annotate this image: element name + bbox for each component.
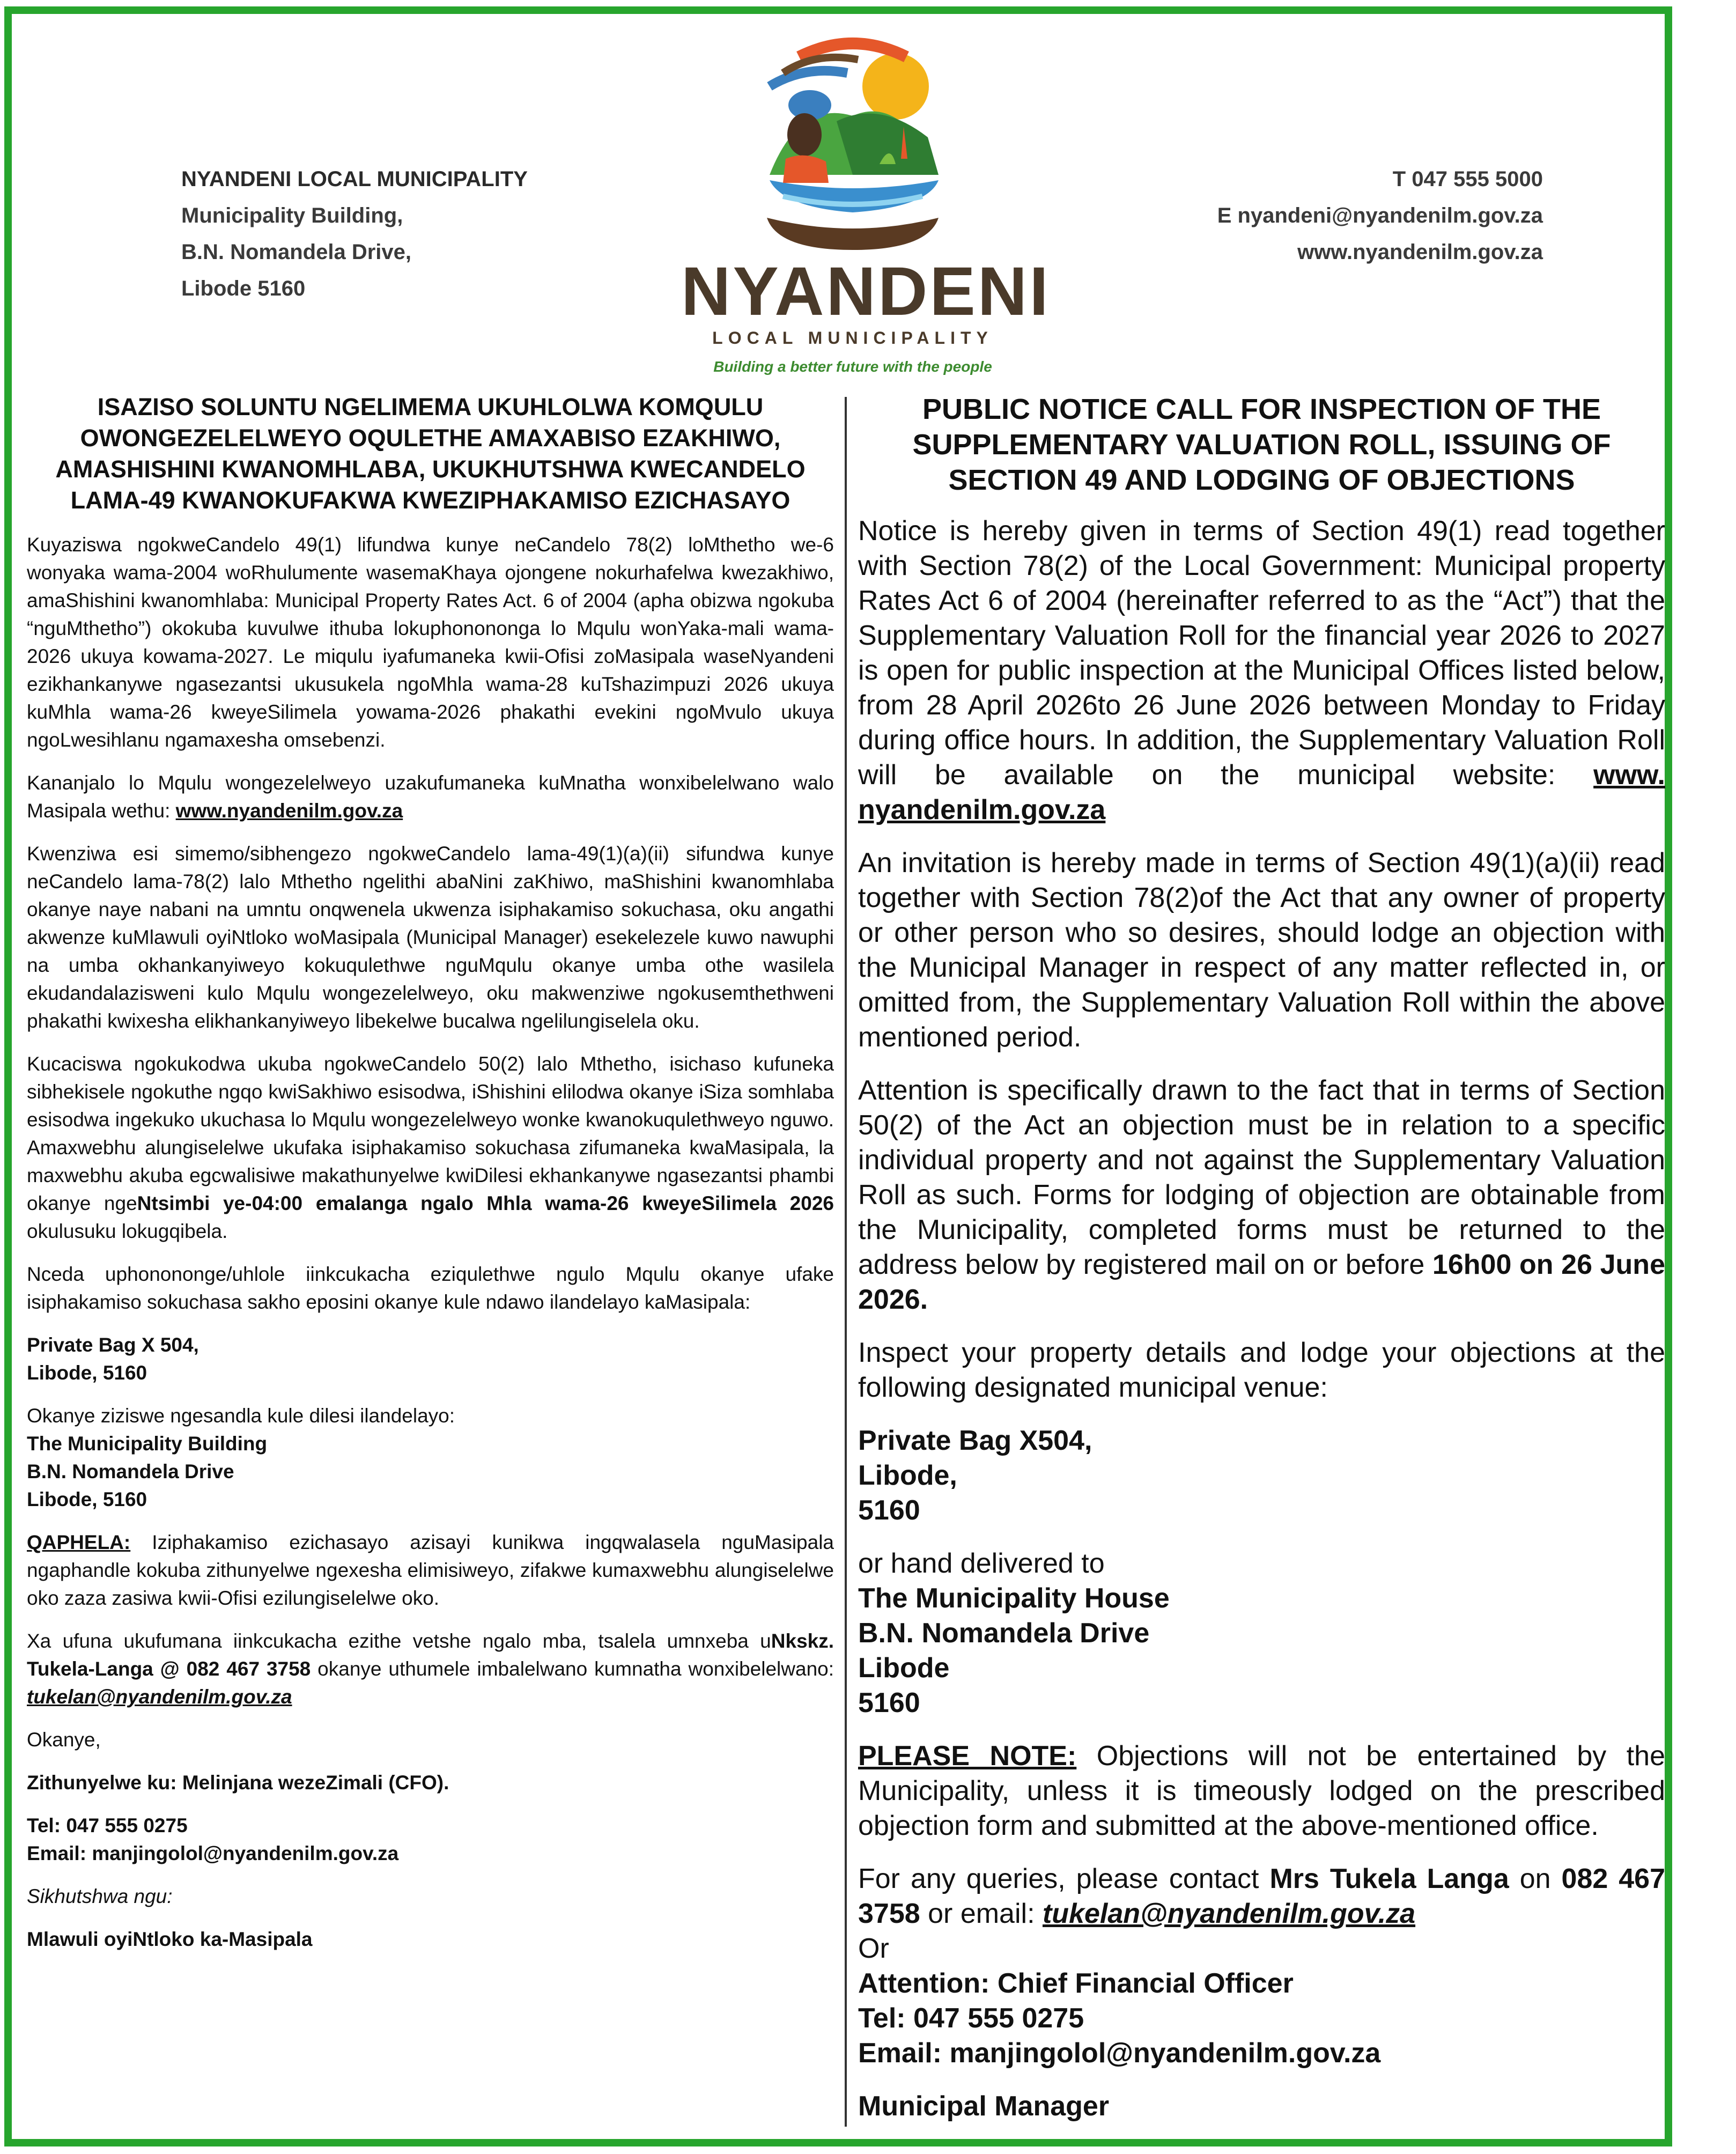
xhosa-deadline-end: okulusuku lokugqibela.: [27, 1220, 228, 1242]
xhosa-query-text: Xa ufuna ukufumana iinkcukacha ezithe vetshe ngalo mba, tsalela umnxeba u: [27, 1630, 771, 1652]
xhosa-hand-line-3: Libode, 5160: [27, 1488, 147, 1510]
xhosa-hand-line-2: B.N. Nomandela Drive: [27, 1460, 234, 1482]
xhosa-note-label: QAPHELA:: [27, 1531, 131, 1553]
english-note-label: PLEASE NOTE:: [858, 1740, 1077, 1772]
english-website-link[interactable]: www. nyandenilm.gov.za: [858, 759, 1665, 825]
english-tel: Tel: 047 555 0275: [858, 2003, 1084, 2034]
english-paragraph-2: An invitation is hereby made in terms of Section 49(1)(a)(ii) read together with Section 78(2)of the Act that any owner of property or other person who so desires, should lodge an objection with the Municipal Manager in respect of any matter reflected in, or omitted from, the Supplementary Valuation Roll within the above mentioned period.: [858, 847, 1665, 1053]
logo-name: NYANDENI: [681, 253, 1051, 330]
website: www.nyandenilm.gov.za: [1297, 240, 1543, 264]
english-notice-column: [858, 392, 1665, 2142]
xhosa-paragraph-3: Kwenziwa esi simemo/sibhengezo ngokweCandelo lama-49(1)(a)(ii) sifundwa kunye neCandelo lama-78(2) lalo Mthetho ngelithi abaNini zaKhiwo, maShishini kwanomhlaba okanye naye nabani na umntu onqwenela ukwenza isiphakamiso sokuchasa, oku angathi akwenze kuMlawuli oyiNtloko woMasipala (Municipal Manager) esekelezele kuwo nawuphi na umba okhankanyiweyo kokuqulethwe nguMqulu okanye umba othe wasilela ekudandalazisweni kulo Mqulu wongezelelweyo, oku makwenziwe ngokusemthethweni phakathi kwixesha elikhankanyiweyo libekelwe bucalwa ngelilungiselela oku.: [27, 843, 834, 1032]
logo-tagline: Building a better future with the people: [713, 358, 992, 375]
xhosa-paragraph-1: Kuyaziswa ngokweCandelo 49(1) lifundwa kunye neCandelo 78(2) loMthetho we-6 wonyaka wama-2004 woRhulumente wasemaKhaya ojongene nokurhafelwa kwezakhiwo, amaShishini kwanomhlaba: Municipal Property Rates Act. 6 of 2004 (apha obizwa ngokuba “nguMthetho”) okokuba kuvulwe ithuba lokuphononongа lo Mqulu wonYaka-mali wama-2026 ukuya kowama-2027. Le miqulu iyafumaneka kwii-Ofisi zoMasipala waseNyandeni ezikhankanywe ngasezantsi ukusukela ngoMhla wama-28 kuTshazimpuzi 2026 ukuya kuMhla wama-26 kweyeSilimela yowama-2026 phakathi evekini ngoMvulo ukuya ngoLwesihlanu ngamaxesha omsebenzi.: [27, 534, 834, 751]
xhosa-issued-by: Sikhutshwa ngu:: [27, 1885, 173, 1907]
xhosa-query-contact: Nkskz. Tukela-Langa @ 082 467 3758: [27, 1630, 834, 1680]
xhosa-queries: [27, 1627, 834, 1711]
english-query-email[interactable]: tukelan@nyandenilm.gov.za: [1042, 1898, 1416, 1929]
xhosa-website-link[interactable]: www.nyandenilm.gov.za: [175, 800, 403, 822]
column-divider: [845, 397, 847, 2127]
english-queries: [858, 1862, 1665, 1931]
xhosa-query-mid: okanye uthumele imbalelwano kumnatha wonxibelelwano:: [311, 1658, 834, 1680]
xhosa-tel: Tel: 047 555 0275: [27, 1814, 188, 1836]
english-paragraph-1: [858, 514, 1665, 828]
english-hand-line-4: 5160: [858, 1687, 920, 1718]
xhosa-heading: ISAZISO SOLUNTU NGELIMEMA UKUHLOLWA KOMQULU OWONGEZELELWEYO OQULETHE AMAXABISO EZAKHIWO, AMASHISHINI KWANOMHLABA, UKUKHUTSHWA KWECANDELO LAMA-49 KWANOKUFAKWA KWEZIPHAKAMISO EZICHASAYO: [55, 393, 806, 514]
xhosa-note-text: Iziphakamiso ezichasayo azisayi kunikwa ingqwalasela nguMasipala ngaphandle kokuba zithunyelwe ngexesha elimisiweyo, zifakwe kumaxwebhu alungiselelwe oko zaza zasiwa kwii-Ofisi ezilungiselelwe oko.: [27, 1531, 834, 1609]
xhosa-email: Email: manjingolol@nyandenilm.gov.za: [27, 1842, 399, 1864]
english-postal-line-3: 5160: [858, 1495, 920, 1526]
logo-subtitle: LOCAL MUNICIPALITY: [712, 328, 993, 348]
english-p1-text: Notice is hereby given in terms of Section 49(1) read together with Section 78(2) of the Local Government: Municipal property Rates Act 6 of 2004 (hereinafter referred to as the “Act”) that the Supplementary Valuation Roll for the financial year 2026 to 2027 is open for public inspection at the Municipal Offices listed below, from 28 April 2026to 26 June 2026 between Monday to Friday during office hours. In addition, the Supplementary Valuation Roll will be available on the municipal website:: [858, 515, 1665, 791]
xhosa-manager: Mlawuli oyiNtloko ka-Masipala: [27, 1928, 313, 1950]
english-hand-intro: or hand delivered to: [858, 1548, 1105, 1579]
contact-details: [1217, 161, 1543, 270]
address-line-2: B.N. Nomandela Drive,: [181, 240, 412, 264]
xhosa-paragraph-4: [27, 1050, 834, 1245]
english-postal-line-2: Libode,: [858, 1460, 957, 1491]
xhosa-okanye: Okanye,: [27, 1729, 101, 1751]
address-line-3: Libode 5160: [181, 277, 306, 300]
english-attention-line: Attention: Chief Financial Officer: [858, 1968, 1294, 1999]
english-query-name: Mrs Tukela Langa: [1269, 1863, 1509, 1894]
xhosa-hand-intro: Okanye ziziswe ngesandla kule dilesi ilandelayo:: [27, 1405, 455, 1427]
xhosa-postal-line-2: Libode, 5160: [27, 1362, 147, 1384]
english-hand-delivery: [858, 1546, 1665, 1721]
xhosa-paragraph-2: [27, 769, 834, 825]
xhosa-paragraph-5: Nceda uphononongе/uhlole iinkcukacha eziqulethwe ngulo Mqulu okanye ufake isiphakamiso sokuchasa sakho eposini okanye kule ndawo ilandelayo kaMasipala:: [27, 1263, 834, 1313]
xhosa-note: [27, 1529, 834, 1612]
english-query-or-email: or email:: [920, 1898, 1043, 1929]
english-query-on: on: [1509, 1863, 1562, 1894]
english-note-text: Objections will not be entertained by the Municipality, unless it is timeously lodged on the prescribed objection form and submitted at the above-mentioned office.: [858, 1740, 1666, 1841]
english-note: [858, 1739, 1665, 1843]
phone: T 047 555 5000: [1392, 167, 1543, 191]
xhosa-notice-column: [27, 392, 834, 1968]
english-hand-line-3: Libode: [858, 1653, 950, 1684]
address-line-1: Municipality Building,: [181, 204, 403, 227]
municipality-address: [181, 161, 528, 307]
xhosa-hand-line-1: The Municipality Building: [27, 1433, 268, 1455]
english-email: Email: manjingolol@nyandenilm.gov.za: [858, 2038, 1381, 2069]
xhosa-hand-delivery: [27, 1402, 834, 1514]
english-attention: [858, 1966, 1665, 2071]
xhosa-postal-line-1: Private Bag X 504,: [27, 1334, 199, 1356]
english-query-text: For any queries, please contact: [858, 1863, 1270, 1894]
english-paragraph-4: Inspect your property details and lodge your objections at the following designated municipal venue:: [858, 1337, 1665, 1403]
english-manager: Municipal Manager: [858, 2091, 1110, 2122]
english-or: Or: [858, 1933, 889, 1964]
english-postal-address: [858, 1423, 1665, 1528]
xhosa-deadline: Ntsimbi ye-04:00 emalanga ngalo Mhla wama-26 kweyeSilimela 2026: [137, 1192, 834, 1214]
english-query-phone: 082 467 3758: [858, 1863, 1666, 1929]
xhosa-query-email[interactable]: tukelan@nyandenilm.gov.za: [27, 1686, 292, 1708]
english-hand-line-1: The Municipality House: [858, 1583, 1170, 1614]
english-postal-line-1: Private Bag X504,: [858, 1425, 1092, 1456]
english-heading: PUBLIC NOTICE CALL FOR INSPECTION OF THE SUPPLEMENTARY VALUATION ROLL, ISSUING OF SECTION 49 AND LODGING OF OBJECTIONS: [912, 393, 1611, 496]
xhosa-website-intro: Kananjalo lo Mqulu wongezelelweyo uzakufumaneka kuMnatha wonxibelelwano walo Masipala wethu:: [27, 772, 834, 822]
english-paragraph-3: [858, 1073, 1665, 1317]
english-deadline: 16h00 on 26 June 2026.: [858, 1249, 1665, 1315]
org-name: NYANDENI LOCAL MUNICIPALITY: [181, 167, 528, 191]
xhosa-contact: [27, 1812, 834, 1868]
xhosa-deadline-intro: Kucaciswa ngokukodwa ukuba ngokweCandelo 50(2) lalo Mthetho, isichaso kufuneka sibhekisele ngokuthe ngqo kwiSakhiwo esisodwa, iShishini elilodwa okanye iSiza somhlaba esisodwa ingekuko ukuchasa lo Mqulu wongezelelweyo wonke kwanokuqulethweyo nguwo. Amaxwebhu alungiselelwe ukufaka isiphakamiso sokuchasa zifumaneka kwaMasipala, la maxwebhu akuba egcwalisiwe makathunyelwe kwiDilesi ekhankanywe ngasezantsi phambi okanye nge: [27, 1053, 834, 1214]
xhosa-signed-by: Zithunyelwe ku: Melinjana wezeZimali (CFO).: [27, 1772, 449, 1794]
email: E nyandeni@nyandenilm.gov.za: [1217, 204, 1543, 227]
english-hand-line-2: B.N. Nomandela Drive: [858, 1618, 1150, 1649]
english-p3-text: Attention is specifically drawn to the fact that in terms of Section 50(2) of the Act an objection must be in relation to a specific individual property and not against the Supplementary Valuation Roll as such. Forms for lodging of objection are obtainable from the Municipality, completed forms must be returned to the address below by registered mail on or before: [858, 1075, 1665, 1280]
xhosa-postal-address: [27, 1331, 834, 1387]
